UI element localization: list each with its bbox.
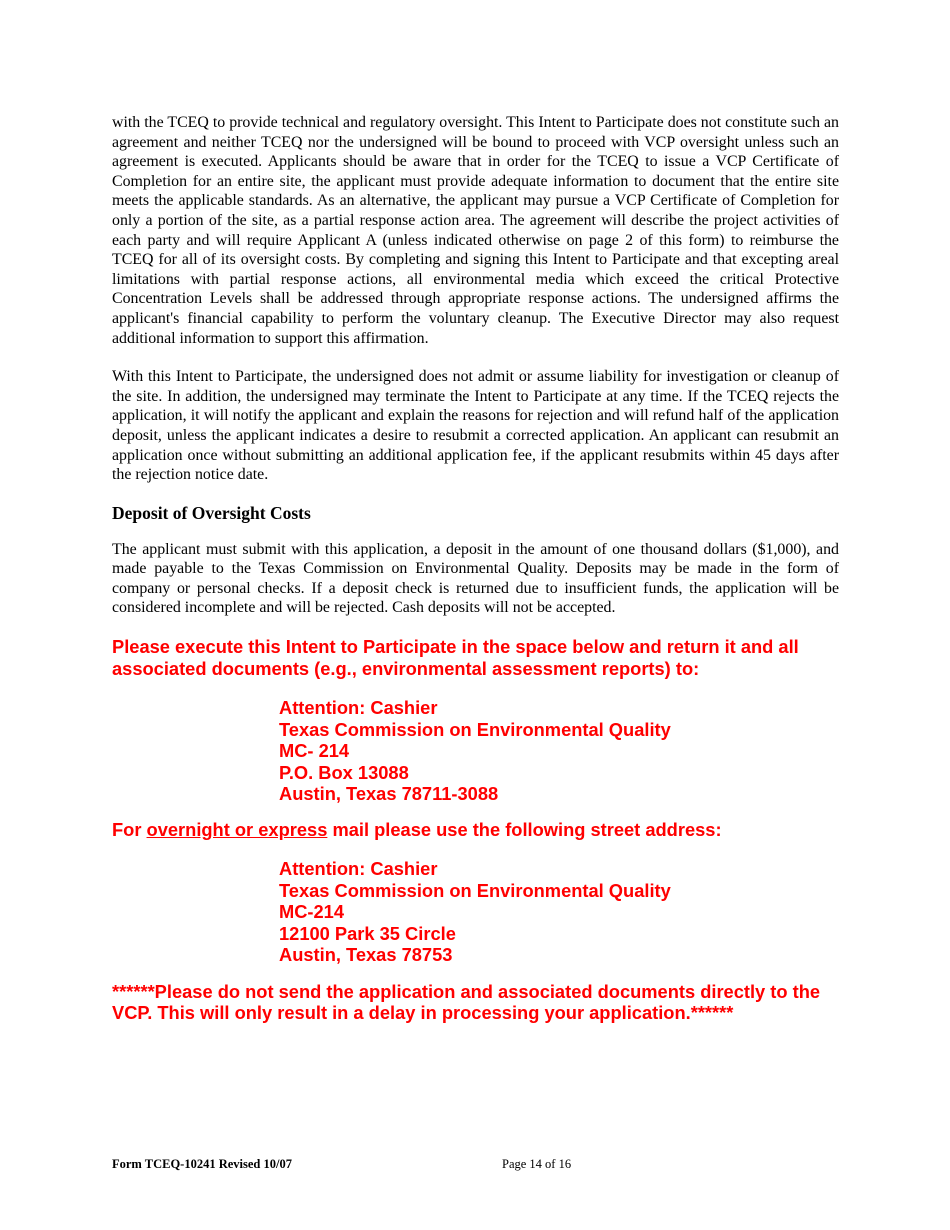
paragraph-liability: With this Intent to Participate, the undersigned does not admit or assume liability for investigation or cleanup of the site. In addition, the undersigned may terminate the Intent to Participate at any time. If the TCEQ rejects the application, it will notify the applicant and explain the reasons for rejection and will refund half of the application deposit, unless the applicant indicates a desire to resubmit a corrected application. An applicant can resubmit an application once without submitting an additional application fee, if the applicant resubmits within 45 days after the rejection notice date.: [112, 368, 839, 484]
document-page: [112, 113, 839, 1024]
mailing-address-attention: Attention: Cashier: [279, 697, 438, 719]
paragraph-deposit: The applicant must submit with this application, a deposit in the amount of one thousand dollars ($1,000), and made payable to the Texas Commission on Environmental Quality. Deposits may be made in the form of company or personal checks. If a deposit check is returned due to insufficient funds, the application will be considered incomplete and will be rejected. Cash deposits will not be accepted.: [112, 540, 839, 617]
warning-text: ******Please do not send the application and associated documents directly to the VCP. This will only result in a delay in processing your application.******: [112, 980, 821, 1024]
express-mail-instruction: [112, 819, 839, 841]
mailing-address-po-box: P.O. Box 13088: [279, 761, 409, 783]
express-suffix: mail please use the following street address:: [327, 818, 722, 840]
street-address-mail-code: MC-214: [279, 901, 345, 923]
paragraph-oversight-agreement: with the TCEQ to provide technical and regulatory oversight. This Intent to Participate does not constitute such an agreement and neither TCEQ nor the undersigned will be bound to proceed with VCP oversight unless such an agreement is executed. Applicants should be aware that in order for the TCEQ to issue a VCP Certificate of Completion for an entire site, the applicant must provide adequate information to document that the entire site meets the applicable standards. As an alternative, the applicant may pursue a VCP Certificate of Completion for only a portion of the site, as a partial response action area. The agreement will describe the project activities of each party and will require Applicant A (unless indicated otherwise on page 2 of this form) to reimburse the TCEQ for all of its oversight costs. By completing and signing this Intent to Participate and that excepting areal limitations with partial response actions, all environmental media which exceed the critical Protective Concentration Levels shall be addressed through appropriate response actions. The undersigned affirms the applicant's financial capability to perform the voluntary cleanup. The Executive Director may also request additional information to support this affirmation.: [112, 114, 839, 347]
footer-form-id: Form TCEQ-10241 Revised 10/07: [112, 1157, 292, 1171]
mailing-address-agency: Texas Commission on Environmental Quality: [279, 718, 671, 740]
street-address: [279, 858, 839, 966]
mailing-address-city: Austin, Texas 78711-3088: [279, 783, 499, 805]
street-address-agency: Texas Commission on Environmental Quality: [279, 879, 671, 901]
express-prefix: For: [112, 818, 147, 840]
mailing-address-mail-code: MC- 214: [279, 740, 350, 762]
section-heading-deposit: Deposit of Oversight Costs: [112, 502, 311, 523]
footer-page-number: Page 14 of 16: [502, 1157, 572, 1171]
mailing-address: [279, 697, 839, 805]
express-underlined: overnight or express: [146, 818, 328, 840]
street-address-city: Austin, Texas 78753: [279, 944, 453, 966]
street-address-street: 12100 Park 35 Circle: [279, 922, 456, 944]
instruction-text: Please execute this Intent to Participate in the space below and return it and all associated documents (e.g., environmental assessment reports) to:: [112, 636, 799, 679]
street-address-attention: Attention: Cashier: [279, 858, 438, 880]
